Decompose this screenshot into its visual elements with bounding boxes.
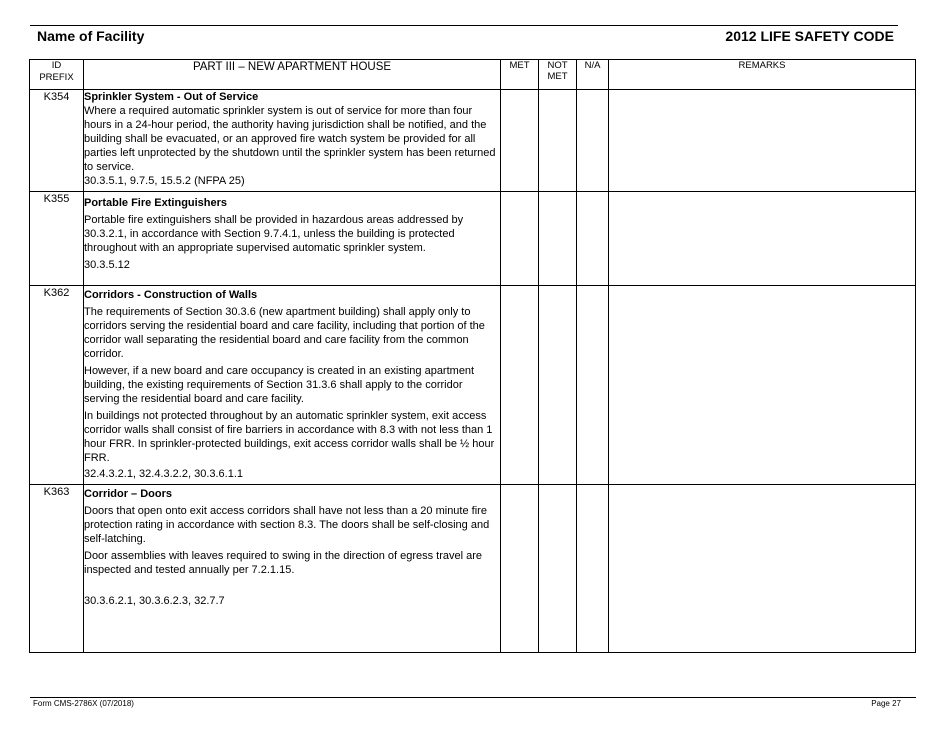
header-na-label: N/A xyxy=(584,60,601,71)
row-title: Corridor – Doors xyxy=(84,488,173,500)
row-content xyxy=(84,286,501,485)
code-title: 2012 LIFE SAFETY CODE xyxy=(725,28,894,44)
na-checkbox-cell[interactable] xyxy=(577,90,609,192)
row-paragraph: However, if a new board and care occupancy is created in an existing apartment building, the existing requirements of Section 31.3.6 shall apply to the corridor serving the residential board and care facility. xyxy=(84,365,475,405)
header-part-title: PART III – NEW APARTMENT HOUSE xyxy=(84,60,501,90)
row-paragraph: Where a required automatic sprinkler system is out of service for more than four hours in a 24-hour period, the authority having jurisdiction shall be notified, and the building shall be evacuated, or an approved fire watch system be provided for all parties left unprotected by the shutdown until the sprinkler system has been returned to service. xyxy=(84,105,496,173)
row-reference: 30.3.6.2.1, 30.3.6.2.3, 32.7.7 xyxy=(84,595,225,607)
met-checkbox-cell[interactable] xyxy=(501,286,539,485)
header-id-prefix xyxy=(30,60,84,90)
remarks-cell[interactable] xyxy=(609,192,916,286)
page-number: Page 27 xyxy=(871,699,901,708)
table-row xyxy=(30,192,916,286)
row-title: Corridors - Construction of Walls xyxy=(84,289,258,301)
header-id-line1: ID xyxy=(51,60,62,71)
row-id: K363 xyxy=(30,485,84,653)
table-header-row xyxy=(30,60,916,90)
header-remarks xyxy=(609,60,916,90)
header-met-label: MET xyxy=(509,60,530,71)
row-content xyxy=(84,192,501,286)
row-paragraph: In buildings not protected throughout by an automatic sprinkler system, exit access corridor walls shall consist of fire barriers in accordance with 8.3 with not less than 1 hour FRR. In sprinkler-protected buildings, exit access corridor walls shall be ½ hour FRR. xyxy=(84,410,495,464)
header-id-line2: PREFIX xyxy=(39,72,74,83)
not-met-checkbox-cell[interactable] xyxy=(539,90,577,192)
row-title: Portable Fire Extinguishers xyxy=(84,197,228,209)
na-checkbox-cell[interactable] xyxy=(577,286,609,485)
not-met-checkbox-cell[interactable] xyxy=(539,485,577,653)
table-row xyxy=(30,485,916,653)
row-reference: 30.3.5.1, 9.7.5, 15.5.2 (NFPA 25) xyxy=(84,175,245,187)
row-id: K355 xyxy=(30,192,84,286)
top-rule xyxy=(30,25,898,26)
form-id: Form CMS-2786X (07/2018) xyxy=(33,699,134,708)
row-id: K362 xyxy=(30,286,84,485)
row-paragraph: Portable fire extinguishers shall be provided in hazardous areas addressed by 30.3.2.1, in accordance with Section 9.7.4.1, unless the building is protected throughout with an appropriate supervised automatic sprinkler system. xyxy=(84,214,464,254)
footer-rule xyxy=(30,697,916,698)
header-not-met-line2: MET xyxy=(547,71,568,82)
header-na xyxy=(577,60,609,90)
row-reference: 30.3.5.12 xyxy=(84,259,130,271)
table-row xyxy=(30,286,916,485)
row-content xyxy=(84,90,501,192)
table-row xyxy=(30,90,916,192)
na-checkbox-cell[interactable] xyxy=(577,485,609,653)
not-met-checkbox-cell[interactable] xyxy=(539,192,577,286)
facility-name-label: Name of Facility xyxy=(37,28,145,44)
remarks-cell[interactable] xyxy=(609,90,916,192)
header-met xyxy=(501,60,539,90)
met-checkbox-cell[interactable] xyxy=(501,192,539,286)
header-not-met xyxy=(539,60,577,90)
na-checkbox-cell[interactable] xyxy=(577,192,609,286)
row-paragraph: Door assemblies with leaves required to swing in the direction of egress travel are inspected and tested annually per 7.2.1.15. xyxy=(84,550,483,576)
remarks-cell[interactable] xyxy=(609,485,916,653)
row-title: Sprinkler System - Out of Service xyxy=(84,91,259,103)
row-reference: 32.4.3.2.1, 32.4.3.2.2, 30.3.6.1.1 xyxy=(84,468,244,480)
met-checkbox-cell[interactable] xyxy=(501,90,539,192)
not-met-checkbox-cell[interactable] xyxy=(539,286,577,485)
row-id: K354 xyxy=(30,90,84,192)
row-paragraph: Doors that open onto exit access corridors shall have not less than a 20 minute fire protection rating in accordance with section 8.3. The doors shall be self-closing and self-latching. xyxy=(84,505,490,545)
row-paragraph: The requirements of Section 30.3.6 (new apartment building) shall apply only to corridors serving the residential board and care facility, including that portion of the corridor wall separating the residential board and care facility from the common corridor. xyxy=(84,306,485,360)
header-remarks-label: REMARKS xyxy=(738,60,786,71)
spacer xyxy=(84,577,500,591)
survey-table xyxy=(29,59,916,653)
row-content xyxy=(84,485,501,653)
header-not-met-line1: NOT xyxy=(547,60,568,71)
remarks-cell[interactable] xyxy=(609,286,916,485)
met-checkbox-cell[interactable] xyxy=(501,485,539,653)
